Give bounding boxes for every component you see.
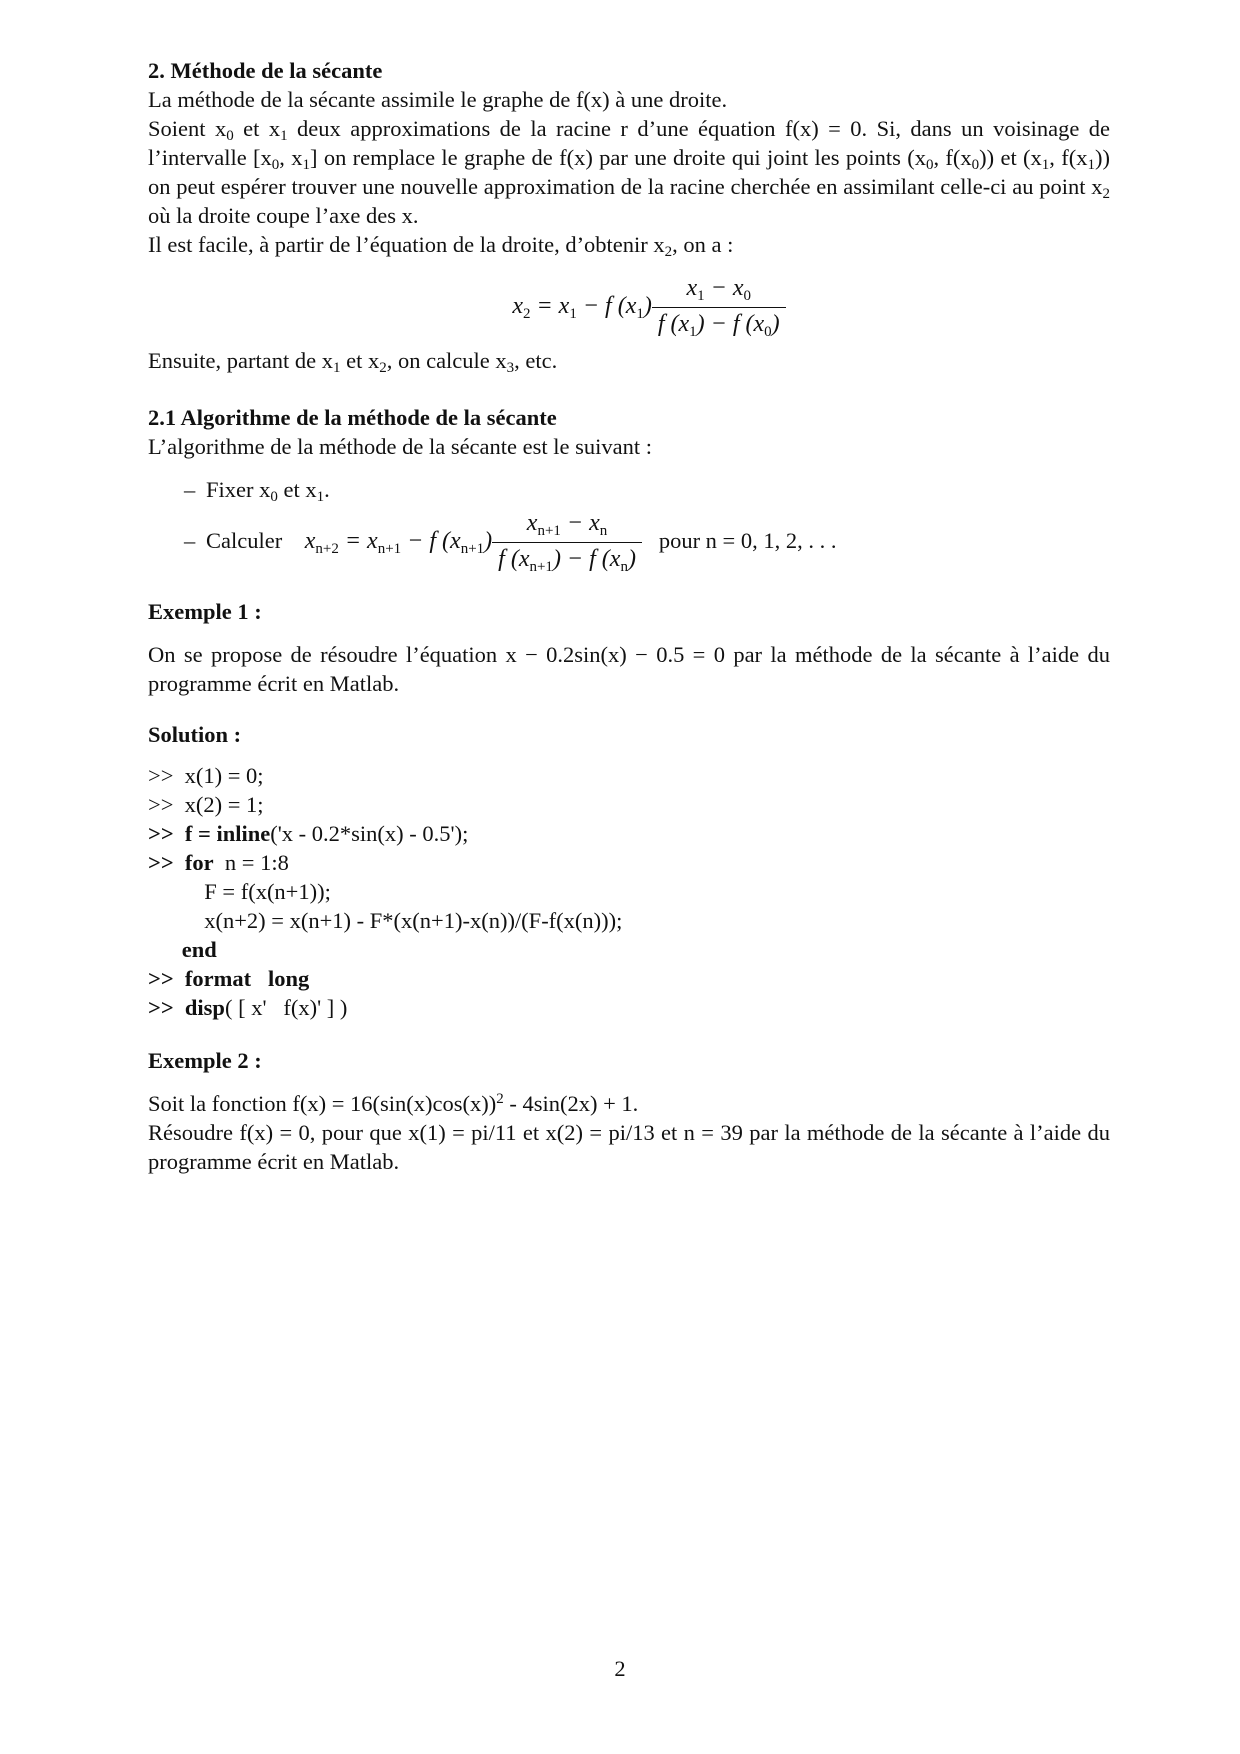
- example-2-paragraph-2: Résoudre f(x) = 0, pour que x(1) = pi/11 et x(2) = pi/13 et n = 39 par la méthode de la sécante à l’aide du programme écrit en Matlab.: [148, 1120, 1110, 1174]
- iteration-formula: $x_{n+2} = x_{n+1} - f$ $(x_{n+1})$ $\frac{x_{n+1} - x_n}{f (x_{n+1}) - f (x_n)}$: [305, 528, 642, 554]
- example-1-title: Exemple 1 :: [148, 599, 262, 624]
- section-2-1-intro: L’algorithme de la méthode de la sécante est le suivant :: [148, 434, 652, 459]
- code-line-5: F = f(x(n+1));: [148, 879, 331, 904]
- algorithm-step-1: – Fixer $x_0$ et $x_1$.: [184, 477, 330, 505]
- code-line-4: >> for n = 1:8: [148, 850, 289, 875]
- example-2-paragraph-1: Soit la fonction $f(x) = 16(\sin(x)\cos(x))^2 - 4\sin(2x) + 1$.: [148, 1091, 639, 1116]
- code-line-2: >> x(2) = 1;: [148, 792, 264, 817]
- algorithm-step-2: – Calculer $x_{n+2} = x_{n+1} - f$ $(x_{n+1})$ $\frac{x_{n+1} - x_n}{f (x_{n+1}) - f (x_n)}$ pour n = 0, 1, 2, . . .: [184, 510, 837, 575]
- code-line-9: >> disp( [ x' f(x)' ] ): [148, 995, 348, 1020]
- algorithm-steps: [148, 475, 1110, 575]
- code-line-7: end: [148, 937, 217, 962]
- section-2-paragraph-2: Soient $x_0$ et $x_1$ deux approximations de la racine r d’une équation f(x) = 0. Si, dans un voisinage de l’intervalle [$x_0$, $x_1$] on remplace le graphe de f(x) par une droite qui joint les points ($x_0$, $f(x_0)$) et ($x_1$, $f(x_1)$) on peut espérer trouver une nouvelle approximation de la racine cherchée en assimilant celle-ci au point $x_2$ où la droite coupe l’axe des x.: [148, 116, 1110, 228]
- page-number: 2: [614, 1656, 626, 1681]
- example-1-text: On se propose de résoudre l’équation x − 0.2sin(x) − 0.5 = 0 par la méthode de la sécante à l’aide du programme écrit en Matlab.: [148, 642, 1110, 696]
- code-line-3: >> f = inline('x - 0.2*sin(x) - 0.5');: [148, 821, 469, 846]
- code-line-6: x(n+2) = x(n+1) - F*(x(n+1)-x(n))/(F-f(x(n)));: [148, 908, 623, 933]
- secant-formula: $x_2 = x_1 - f$ $(x_1)$ $\frac{x_1 - x_0}{f (x_1) - f (x_0)}$: [148, 275, 1110, 340]
- section-2-1-title: 2.1 Algorithme de la méthode de la sécante: [148, 405, 557, 430]
- matlab-code: [148, 761, 1110, 1022]
- section-2-paragraph-3: Il est facile, à partir de l’équation de la droite, d’obtenir $x_2$, on a :: [148, 232, 734, 260]
- example-2-title: Exemple 2 :: [148, 1048, 262, 1073]
- code-line-8: >> format long: [148, 966, 310, 991]
- page-content: [148, 56, 1110, 1176]
- section-2-paragraph-1: La méthode de la sécante assimile le graphe de f(x) à une droite.: [148, 87, 728, 112]
- section-2-paragraph-4: Ensuite, partant de $x_1$ et $x_2$, on calcule $x_3$, etc.: [148, 348, 558, 376]
- section-2-title: 2. Méthode de la sécante: [148, 58, 383, 83]
- solution-title: Solution :: [148, 722, 242, 747]
- code-line-1: >> x(1) = 0;: [148, 763, 264, 788]
